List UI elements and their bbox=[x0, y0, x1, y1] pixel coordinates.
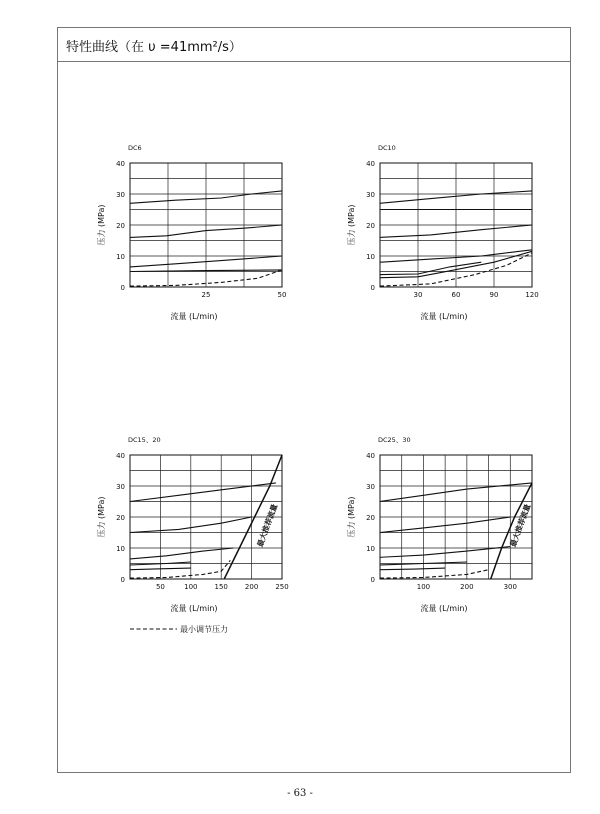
max-flow-limit-line bbox=[491, 483, 532, 579]
x-tick-label: 300 bbox=[503, 583, 517, 591]
y-axis-label: 压力 (MPa) bbox=[347, 204, 356, 246]
y-tick-label: 30 bbox=[116, 483, 125, 491]
y-tick-label: 20 bbox=[116, 222, 125, 230]
chart-title: DC10 bbox=[378, 144, 396, 152]
max-flow-annotation: 最大推荐流量 bbox=[255, 502, 280, 549]
section-title: 特性曲线（在 υ =41mm²/s） bbox=[66, 40, 242, 55]
chart-title: DC15、20 bbox=[128, 436, 161, 444]
x-tick-label: 50 bbox=[277, 291, 287, 299]
x-tick-label: 60 bbox=[451, 291, 461, 299]
y-axis-label: 压力 (MPa) bbox=[97, 204, 106, 246]
x-tick-label: 100 bbox=[416, 583, 431, 591]
x-axis-label: 流量 (L/min) bbox=[420, 312, 468, 321]
y-tick-label: 10 bbox=[116, 253, 125, 261]
pressure-curve bbox=[130, 548, 233, 559]
y-tick-label: 0 bbox=[120, 284, 125, 292]
x-axis-label: 流量 (L/min) bbox=[170, 312, 218, 321]
x-tick-label: 250 bbox=[275, 583, 289, 591]
y-tick-label: 0 bbox=[370, 576, 375, 584]
y-tick-label: 40 bbox=[116, 452, 125, 460]
legend-min-pressure-label: 最小调节压力 bbox=[180, 625, 228, 634]
x-tick-label: 200 bbox=[460, 583, 474, 591]
min-pressure-curve bbox=[380, 570, 489, 578]
y-axis-label: 压力 (MPa) bbox=[347, 496, 356, 538]
y-tick-label: 20 bbox=[116, 514, 125, 522]
page-number: - 63 - bbox=[287, 788, 313, 799]
y-tick-label: 0 bbox=[370, 284, 375, 292]
x-tick-label: 120 bbox=[525, 291, 539, 299]
y-tick-label: 30 bbox=[116, 191, 125, 199]
y-tick-label: 10 bbox=[366, 253, 375, 261]
max-flow-annotation: 最大推荐流量 bbox=[508, 502, 533, 549]
y-tick-label: 10 bbox=[366, 545, 375, 553]
y-tick-label: 40 bbox=[366, 452, 375, 460]
x-axis-label: 流量 (L/min) bbox=[420, 604, 468, 613]
chart-title: DC6 bbox=[128, 144, 142, 152]
y-axis-label: 压力 (MPa) bbox=[97, 496, 106, 538]
y-tick-label: 40 bbox=[116, 160, 125, 168]
x-tick-label: 50 bbox=[155, 583, 165, 591]
pressure-curve bbox=[380, 568, 445, 570]
y-tick-label: 20 bbox=[366, 222, 375, 230]
y-tick-label: 0 bbox=[120, 576, 125, 584]
y-tick-label: 10 bbox=[116, 545, 125, 553]
x-tick-label: 90 bbox=[489, 291, 499, 299]
y-tick-label: 40 bbox=[366, 160, 375, 168]
y-tick-label: 20 bbox=[366, 514, 375, 522]
x-tick-label: 150 bbox=[214, 583, 228, 591]
x-axis-label: 流量 (L/min) bbox=[170, 604, 218, 613]
chart-title: DC25、30 bbox=[378, 436, 411, 444]
y-tick-label: 30 bbox=[366, 483, 375, 491]
x-tick-label: 200 bbox=[244, 583, 259, 591]
y-tick-label: 30 bbox=[366, 191, 375, 199]
pressure-curve bbox=[380, 262, 481, 274]
x-tick-label: 100 bbox=[184, 583, 198, 591]
x-tick-label: 30 bbox=[413, 291, 423, 299]
x-tick-label: 25 bbox=[201, 291, 211, 299]
